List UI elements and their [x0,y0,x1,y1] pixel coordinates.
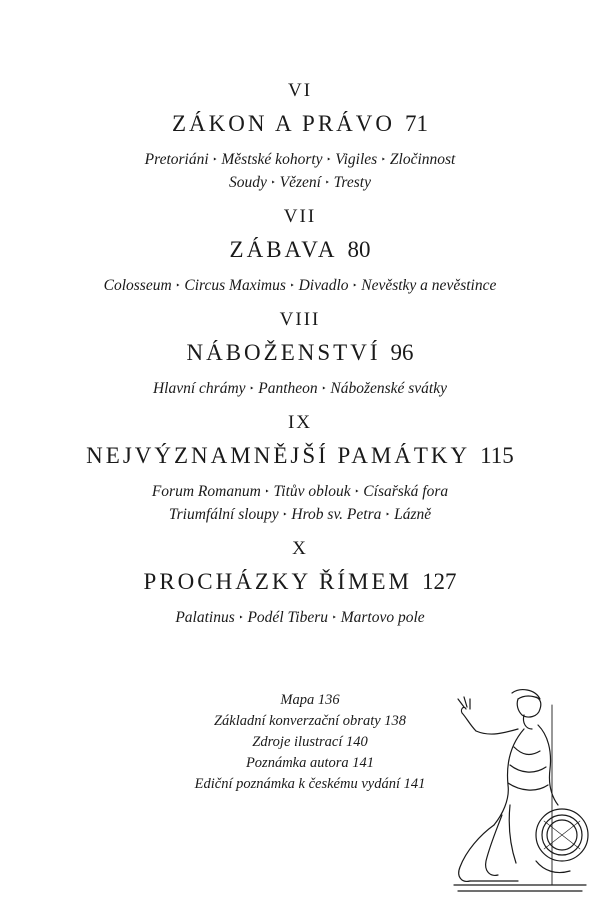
topic-line [0,480,600,503]
topic-item: Zločinnost [389,151,456,168]
topic-item: Císařská fora [363,483,449,500]
separator-icon: ‣ [270,178,276,187]
topic-line [0,503,600,526]
chapter-entry [0,538,600,629]
chapter-title-text: ZÁKON A PRÁVO [171,111,396,136]
separator-icon: ‣ [321,384,327,393]
back-matter-list [160,690,460,795]
separator-icon: ‣ [324,178,330,187]
separator-icon: ‣ [264,487,270,496]
separator-icon: ‣ [381,155,386,164]
chapter-numeral: VI [287,80,313,101]
topic-item: Lázně [394,506,432,523]
chapter-title-text: ZÁBAVA [229,237,338,262]
topic-item: Hrob sv. Petra [291,506,382,523]
chapter-entry [0,309,600,400]
chapter-topics [0,274,600,297]
chapter-title-text: NÁBOŽENSTVÍ [186,340,381,365]
chapter-numeral: IX [287,412,313,433]
chapter-entry [0,206,600,297]
topic-item: Vězení [279,174,321,191]
chapter-page-number: 80 [347,237,371,262]
separator-icon: ‣ [249,384,255,393]
chapter-page-number: 115 [480,443,514,468]
chapter-topics [0,377,600,400]
back-matter-item: Poznámka autora 141 [245,755,375,771]
chapter-page-number: 71 [405,111,429,136]
separator-icon: ‣ [212,155,218,164]
topic-line [0,274,600,297]
back-matter-item: Ediční poznámka k českému vydání 141 [194,776,426,792]
topic-item: Náboženské svátky [330,380,448,397]
topic-line [0,148,600,171]
chapter-title [0,442,600,470]
chapter-page-number: 127 [421,569,457,594]
chapter-title [0,236,600,264]
topic-item: Městské kohorty [221,151,323,168]
separator-icon: ‣ [331,613,337,622]
topic-line [0,377,600,400]
separator-icon: ‣ [238,613,244,622]
chapter-topics [0,480,600,526]
back-matter-item: Základní konverzační obraty 138 [213,713,407,729]
topic-item: Pretoriáni [144,151,209,168]
separator-icon: ‣ [175,281,181,290]
separator-icon: ‣ [289,281,295,290]
chapter-title-text: NEJVÝZNAMNĚJŠÍ PAMÁTKY [86,443,471,468]
chapter-page-number: 96 [390,340,414,365]
topic-line [0,606,600,629]
topic-item: Soudy [229,174,267,191]
separator-icon: ‣ [354,487,360,496]
chapter-topics [0,606,600,629]
chapter-title [0,110,600,138]
seated-roma-figure-illustration [440,685,590,895]
topic-item: Circus Maximus [184,277,286,294]
chapter-title [0,339,600,367]
chapter-entry [0,80,600,194]
topic-item: Divadlo [298,277,349,294]
chapter-title-text: PROCHÁZKY ŘÍMEM [143,569,412,594]
topic-item: Forum Romanum [151,483,261,500]
back-matter-item: Mapa 136 [280,692,340,708]
topic-item: Palatinus [175,609,235,626]
separator-icon: ‣ [352,281,358,290]
chapter-numeral: VII [283,206,317,227]
chapter-numeral: X [292,538,308,559]
chapter-entry [0,412,600,526]
topic-item: Triumfální sloupy [168,506,279,523]
separator-icon: ‣ [385,510,391,519]
topic-item: Martovo pole [340,609,425,626]
chapter-title [0,568,600,596]
separator-icon: ‣ [282,510,288,519]
topic-line [0,171,600,194]
topic-item: Colosseum [103,277,172,294]
back-matter-item: Zdroje ilustrací 140 [252,734,368,750]
topic-item: Titův oblouk [273,483,351,500]
separator-icon: ‣ [326,155,332,164]
chapter-topics [0,148,600,194]
topic-item: Tresty [333,174,371,191]
topic-item: Vigiles [335,151,378,168]
topic-item: Hlavní chrámy [152,380,246,397]
topic-item: Nevěstky a nevěstince [361,277,497,294]
topic-item: Pantheon [258,380,318,397]
chapter-list [0,80,600,629]
chapter-numeral: VIII [279,309,321,330]
topic-item: Podél Tiberu [247,609,328,626]
